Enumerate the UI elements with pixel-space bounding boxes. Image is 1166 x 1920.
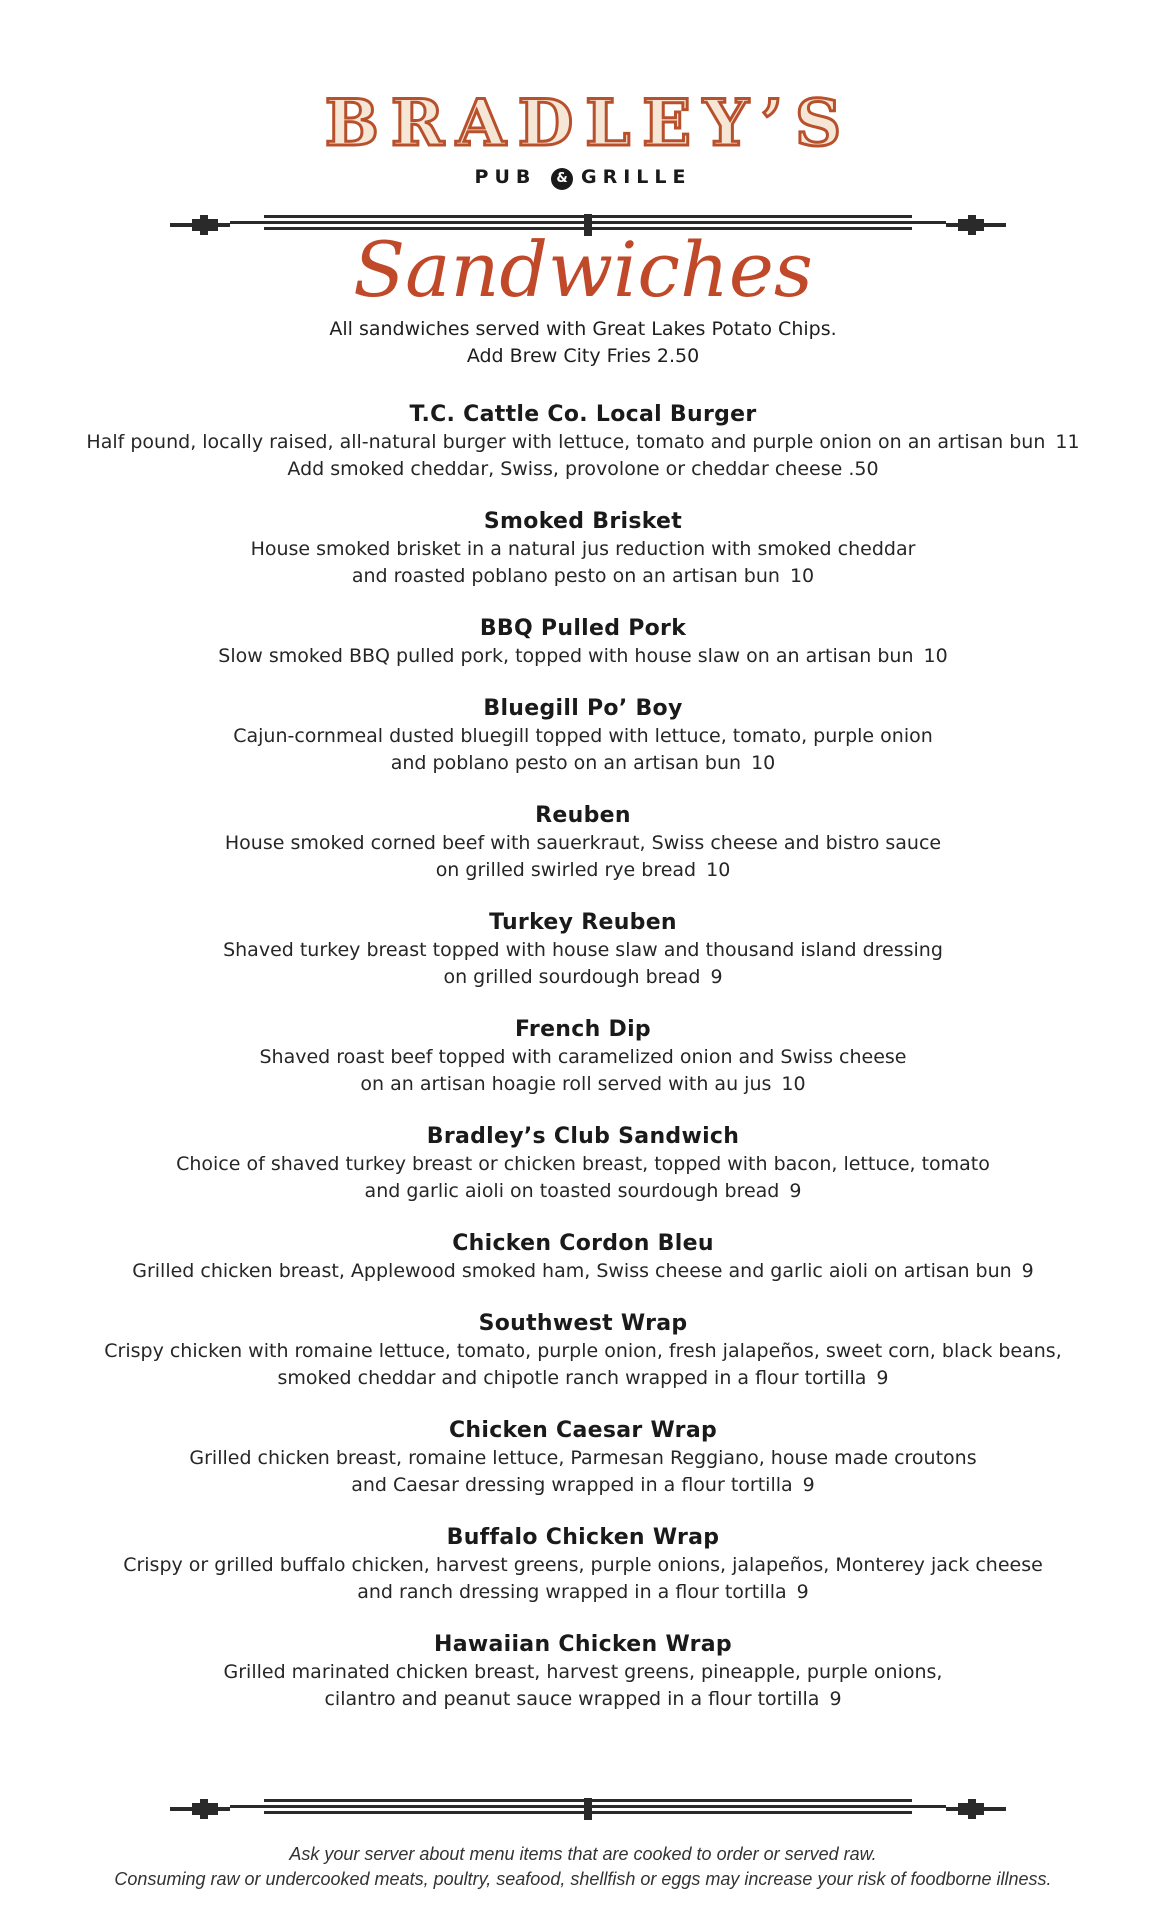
menu-item-price: 11	[1055, 431, 1080, 453]
menu-item-description: Slow smoked BBQ pulled pork, topped with house slaw on an artisan bun 10	[218, 645, 948, 667]
menu-item-name: Reuben	[535, 803, 631, 828]
menu-item-description: Grilled marinated chicken breast, harvest greens, pineapple, purple onions,	[223, 1661, 943, 1683]
menu-item-price: 9	[710, 966, 723, 988]
menu-item-name: Southwest Wrap	[478, 1311, 688, 1336]
logo-subtitle	[0, 166, 1166, 190]
menu-item-description: Crispy or grilled buffalo chicken, harvest greens, purple onions, jalapeños, Monterey jack cheese	[123, 1554, 1043, 1576]
menu-item	[0, 694, 1166, 801]
menu-item-name: Chicken Cordon Bleu	[452, 1231, 714, 1256]
menu-item-price: 10	[781, 1073, 806, 1095]
menu-item-description: cilantro and peanut sauce wrapped in a flour tortilla 9	[324, 1688, 842, 1710]
menu-item-price: 9	[829, 1688, 842, 1710]
menu-item-price: 10	[923, 645, 948, 667]
menu-item	[0, 1122, 1166, 1229]
section-title: Sandwiches	[353, 225, 813, 314]
menu-item-description: House smoked brisket in a natural jus reduction with smoked cheddar	[250, 538, 916, 560]
menu-item-description: Grilled chicken breast, Applewood smoked ham, Swiss cheese and garlic aioli on artisan bun 9	[132, 1260, 1034, 1282]
menu-item	[0, 1015, 1166, 1122]
menu-item-name: Hawaiian Chicken Wrap	[434, 1632, 732, 1657]
menu-item-description: on grilled swirled rye bread 10	[435, 859, 731, 881]
menu-item-price: 9	[802, 1474, 815, 1496]
menu-item	[0, 400, 1166, 507]
section-intro	[0, 316, 1166, 370]
menu-item-price: 9	[796, 1581, 809, 1603]
menu-item	[0, 908, 1166, 1015]
menu-item-price: 10	[706, 859, 731, 881]
menu-item	[0, 1229, 1166, 1309]
restaurant-logo	[0, 86, 1166, 190]
menu-item-description: on grilled sourdough bread 9	[443, 966, 723, 988]
menu-item	[0, 1309, 1166, 1416]
menu-item-name: Buffalo Chicken Wrap	[446, 1525, 720, 1550]
food-safety-disclaimer	[0, 1842, 1166, 1892]
menu-item-name: Bluegill Po’ Boy	[483, 696, 683, 721]
menu-item-description: and ranch dressing wrapped in a flour tortilla 9	[357, 1581, 809, 1603]
menu-item-name: Turkey Reuben	[489, 910, 677, 935]
menu-item	[0, 1416, 1166, 1523]
menu-item-price: 10	[789, 565, 815, 587]
menu-item-name: Smoked Brisket	[483, 509, 683, 534]
menu-item-description: Shaved turkey breast topped with house slaw and thousand island dressing	[223, 939, 943, 961]
ornamental-divider-bottom	[170, 1796, 1006, 1822]
menu-item-name: French Dip	[515, 1017, 651, 1042]
menu-item-price: 9	[1021, 1260, 1034, 1282]
menu-item-description: Shaved roast beef topped with caramelized onion and Swiss cheese	[259, 1046, 907, 1068]
menu-item-description: on an artisan hoagie roll served with au jus 10	[360, 1073, 806, 1095]
menu-item	[0, 801, 1166, 908]
menu-item-description: Choice of shaved turkey breast or chicken breast, topped with bacon, lettuce, tomato	[176, 1153, 990, 1175]
menu-item-name: Chicken Caesar Wrap	[448, 1418, 718, 1443]
menu-item-name: Bradley’s Club Sandwich	[426, 1124, 740, 1149]
menu-item-price: 10	[751, 752, 776, 774]
menu-item	[0, 507, 1166, 614]
logo-subtitle-right: GRILLE	[580, 166, 692, 188]
menu-item-description: Half pound, locally raised, all-natural burger with lettuce, tomato and purple onion on an artisan bun 11	[86, 431, 1080, 453]
menu-item-description: Grilled chicken breast, romaine lettuce, Parmesan Reggiano, house made croutons	[189, 1447, 977, 1469]
menu-item-description: and poblano pesto on an artisan bun 10	[390, 752, 776, 774]
menu-item-name: T.C. Cattle Co. Local Burger	[409, 402, 757, 427]
menu-item-description: Crispy chicken with romaine lettuce, tomato, purple onion, fresh jalapeños, sweet corn, black beans,	[104, 1340, 1062, 1362]
disclaimer-line: Consuming raw or undercooked meats, poultry, seafood, shellfish or eggs may increase your risk of foodborne illness.	[114, 1869, 1052, 1889]
menu-item-description: House smoked corned beef with sauerkraut, Swiss cheese and bistro sauce	[224, 832, 942, 854]
menu-item-description: Cajun-cornmeal dusted bluegill topped with lettuce, tomato, purple onion	[233, 725, 933, 747]
menu-item-description: smoked cheddar and chipotle ranch wrapped in a flour tortilla 9	[277, 1367, 889, 1389]
logo-ampersand-icon: &	[551, 168, 573, 190]
intro-line: All sandwiches served with Great Lakes Potato Chips.	[329, 318, 837, 340]
logo-brand-name: BRADLEY’S	[324, 86, 854, 161]
intro-line: Add Brew City Fries 2.50	[466, 345, 700, 367]
menu-item	[0, 614, 1166, 694]
menu-item-price: 9	[789, 1180, 802, 1202]
menu-item-name: BBQ Pulled Pork	[479, 616, 687, 641]
menu-item-price: 9	[876, 1367, 889, 1389]
menu-item-description: and roasted poblano pesto on an artisan bun 10	[351, 565, 815, 587]
menu-item	[0, 1630, 1166, 1737]
menu-item-description: and Caesar dressing wrapped in a flour tortilla 9	[351, 1474, 815, 1496]
disclaimer-line: Ask your server about menu items that are cooked to order or served raw.	[289, 1844, 877, 1864]
menu-item	[0, 1523, 1166, 1630]
logo-subtitle-left: PUB	[474, 166, 537, 188]
menu-item-list	[0, 400, 1166, 1737]
menu-item-description: and garlic aioli on toasted sourdough bread 9	[364, 1180, 802, 1202]
menu-item-description: Add smoked cheddar, Swiss, provolone or cheddar cheese .50	[287, 458, 879, 480]
